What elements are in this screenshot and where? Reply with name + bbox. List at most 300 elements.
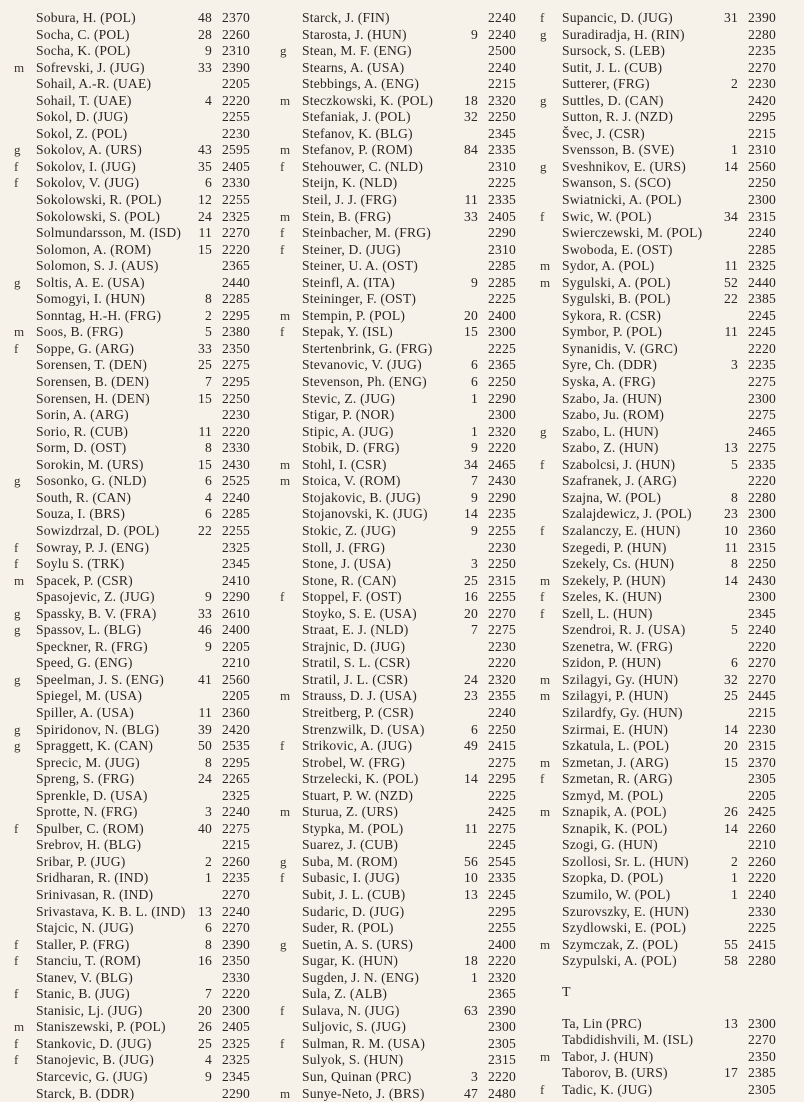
player-title: m [280, 473, 291, 489]
player-entry [540, 506, 776, 523]
elo-rating: 2300 [488, 407, 516, 423]
player-title: f [14, 556, 19, 572]
player-name: Sudaric, D. (JUG) [302, 903, 405, 919]
player-name: Sorio, R. (CUB) [36, 423, 129, 439]
elo-rating: 2220 [222, 423, 250, 439]
player-entry [280, 192, 516, 209]
player-name: Sokol, Z. (POL) [36, 125, 128, 141]
player-entry [540, 953, 776, 970]
player-entry [14, 1019, 250, 1036]
player-entry [540, 837, 776, 854]
games-count: 34 [464, 456, 478, 472]
elo-rating: 2350 [748, 1048, 776, 1064]
games-count: 14 [724, 158, 738, 174]
elo-rating: 2335 [748, 456, 776, 472]
elo-rating: 2255 [488, 920, 516, 936]
player-title: f [540, 208, 545, 224]
player-title: f [540, 10, 545, 25]
player-entry [14, 821, 250, 838]
games-count: 16 [464, 589, 478, 605]
player-name: Stempin, P. (POL) [302, 307, 406, 323]
player-entry [14, 540, 250, 557]
player-entry [14, 308, 250, 325]
games-count: 22 [198, 522, 212, 538]
player-entry [14, 1052, 250, 1069]
elo-rating: 2365 [488, 986, 516, 1002]
elo-rating: 2270 [488, 605, 516, 621]
player-title: f [14, 953, 19, 969]
elo-rating: 2220 [222, 986, 250, 1002]
games-count: 8 [205, 754, 212, 770]
player-entry [540, 870, 776, 887]
player-title: m [14, 572, 25, 588]
player-name: Sridharan, R. (IND) [36, 870, 149, 886]
player-entry [540, 308, 776, 325]
player-name: Sygulski, A. (POL) [562, 274, 671, 290]
player-name: Strikovic, A. (JUG) [302, 738, 413, 754]
player-entry [540, 142, 776, 159]
player-entry [280, 804, 516, 821]
player-title: f [14, 340, 19, 356]
games-count: 58 [724, 953, 738, 969]
player-name: Syska, A. (FRG) [562, 374, 656, 390]
elo-rating: 2240 [488, 704, 516, 720]
games-count: 39 [198, 721, 212, 737]
player-name: Stehouwer, C. (NLD) [302, 158, 424, 174]
player-name: Solomon, A. (ROM) [36, 241, 152, 257]
player-entry [14, 93, 250, 110]
games-count: 1 [471, 423, 478, 439]
player-name: Stanisic, Lj. (JUG) [36, 1002, 143, 1018]
player-entry [14, 937, 250, 954]
player-entry [280, 1019, 516, 1036]
player-name: Szmetan, J. (ARG) [562, 754, 669, 770]
games-count: 18 [464, 92, 478, 108]
elo-rating: 2275 [488, 754, 516, 770]
games-count: 13 [464, 886, 478, 902]
elo-rating: 2390 [222, 59, 250, 75]
player-title: g [14, 274, 21, 290]
elo-rating: 2215 [748, 125, 776, 141]
elo-rating: 2230 [222, 125, 250, 141]
elo-rating: 2535 [222, 738, 250, 754]
player-name: Szalajdewicz, J. (POL) [562, 506, 692, 522]
player-entry [540, 854, 776, 871]
player-title: g [280, 936, 287, 952]
player-name: Švec, J. (CSR) [562, 125, 645, 141]
player-entry [14, 655, 250, 672]
games-count: 3 [471, 1069, 478, 1084]
games-count: 40 [198, 820, 212, 836]
player-entry [14, 771, 250, 788]
elo-rating: 2260 [222, 26, 250, 42]
player-name: Souza, I. (BRS) [36, 506, 126, 522]
player-title: m [540, 936, 551, 952]
elo-rating: 2285 [748, 241, 776, 257]
player-entry [14, 606, 250, 623]
games-count: 11 [464, 820, 478, 836]
player-name: Stojakovic, B. (JUG) [302, 489, 421, 505]
elo-rating: 2345 [488, 125, 516, 141]
player-name: Speed, G. (ENG) [36, 655, 133, 671]
player-name: Sprecic, M. (JUG) [36, 754, 140, 770]
elo-rating: 2545 [488, 853, 516, 869]
player-name: Sribar, P. (JUG) [36, 853, 126, 869]
column-3 [540, 10, 776, 1098]
elo-rating: 2295 [488, 771, 516, 787]
player-entry [14, 887, 250, 904]
player-entry [14, 242, 250, 259]
player-entry [280, 771, 516, 788]
player-entry [280, 937, 516, 954]
elo-rating: 2250 [488, 721, 516, 737]
games-count: 10 [724, 522, 738, 538]
elo-rating: 2230 [748, 721, 776, 737]
elo-rating: 2310 [488, 241, 516, 257]
games-count: 84 [464, 142, 478, 158]
player-title: g [14, 721, 21, 737]
player-title: f [540, 456, 545, 472]
player-entry [14, 920, 250, 937]
games-count: 15 [464, 324, 478, 340]
games-count: 11 [198, 225, 212, 241]
player-entry [280, 506, 516, 523]
games-count: 14 [724, 721, 738, 737]
games-count: 55 [724, 936, 738, 952]
elo-rating: 2330 [222, 440, 250, 456]
player-name: Stankovic, D. (JUG) [36, 1035, 152, 1051]
elo-rating: 2290 [222, 1085, 250, 1101]
player-name: Stoica, V. (ROM) [302, 473, 401, 489]
elo-rating: 2245 [488, 886, 516, 902]
player-name: Szabo, Ja. (HUN) [562, 390, 662, 406]
player-name: Speckner, R. (FRG) [36, 638, 148, 654]
elo-rating: 2315 [748, 738, 776, 754]
player-entry [14, 109, 250, 126]
player-name: Sokolov, A. (URS) [36, 142, 142, 158]
player-name: Sulava, N. (JUG) [302, 1002, 400, 1018]
games-count: 14 [464, 506, 478, 522]
elo-rating: 2245 [488, 837, 516, 853]
player-entry [280, 556, 516, 573]
games-count: 1 [205, 870, 212, 886]
player-entry [280, 225, 516, 242]
elo-rating: 2335 [488, 870, 516, 886]
player-name: Stuart, P. W. (NZD) [302, 787, 414, 803]
games-count: 3 [731, 357, 738, 373]
player-name: Szypulski, A. (POL) [562, 953, 677, 969]
games-count: 2 [731, 76, 738, 92]
player-name: Sowray, P. J. (ENG) [36, 539, 150, 555]
player-name: Sokolowski, S. (POL) [36, 208, 161, 224]
player-entry [14, 76, 250, 93]
games-count: 34 [724, 208, 738, 224]
games-count: 7 [471, 473, 478, 489]
player-name: Steiner, U. A. (OST) [302, 258, 418, 274]
games-count: 12 [198, 192, 212, 208]
player-title: m [540, 258, 551, 274]
player-entry [14, 225, 250, 242]
elo-rating: 2390 [222, 936, 250, 952]
player-name: Stone, R. (CAN) [302, 572, 397, 588]
player-entry [280, 27, 516, 44]
games-count: 7 [471, 622, 478, 638]
elo-rating: 2430 [222, 456, 250, 472]
player-entry [540, 1016, 776, 1033]
elo-rating: 2220 [222, 92, 250, 108]
player-entry [540, 242, 776, 259]
player-name: Staller, P. (FRG) [36, 936, 130, 952]
player-name: Steininger, F. (OST) [302, 291, 417, 307]
games-count: 18 [464, 953, 478, 969]
player-name: Synanidis, V. (GRC) [562, 340, 678, 356]
player-name: Sugden, J. N. (ENG) [302, 969, 420, 985]
games-count: 33 [198, 605, 212, 621]
player-title: g [540, 92, 547, 108]
player-entry [540, 407, 776, 424]
player-entry [540, 755, 776, 772]
player-name: Steinfl, A. (ITA) [302, 274, 395, 290]
player-entry [14, 490, 250, 507]
games-count: 9 [471, 489, 478, 505]
games-count: 20 [464, 605, 478, 621]
player-name: Stefanov, K. (BLG) [302, 125, 413, 141]
player-name: Sobura, H. (POL) [36, 10, 136, 25]
player-name: Stoppel, F. (OST) [302, 589, 402, 605]
elo-rating: 2345 [748, 605, 776, 621]
elo-rating: 2235 [222, 870, 250, 886]
player-name: Stoll, J. (FRG) [302, 539, 386, 555]
elo-rating: 2260 [748, 853, 776, 869]
elo-rating: 2560 [222, 671, 250, 687]
player-title: m [280, 456, 291, 472]
player-entry [540, 60, 776, 77]
elo-rating: 2445 [748, 688, 776, 704]
player-name: Szirmai, E. (HUN) [562, 721, 669, 737]
elo-rating: 2390 [748, 10, 776, 25]
player-entry [14, 953, 250, 970]
elo-rating: 2215 [488, 76, 516, 92]
player-name: Stanciu, T. (ROM) [36, 953, 141, 969]
player-entry [540, 606, 776, 623]
games-count: 10 [464, 870, 478, 886]
elo-rating: 2280 [748, 953, 776, 969]
games-count: 8 [731, 489, 738, 505]
player-entry [280, 242, 516, 259]
games-count: 24 [198, 771, 212, 787]
player-name: Suradiradja, H. (RIN) [562, 26, 685, 42]
elo-rating: 2260 [222, 853, 250, 869]
player-title: f [540, 589, 545, 605]
player-entry [14, 622, 250, 639]
games-count: 8 [205, 291, 212, 307]
player-title: f [280, 158, 285, 174]
elo-rating: 2245 [748, 324, 776, 340]
elo-rating: 2325 [222, 1035, 250, 1051]
elo-rating: 2230 [222, 407, 250, 423]
player-entry [280, 159, 516, 176]
player-name: Spassky, B. V. (FRA) [36, 605, 157, 621]
elo-rating: 2270 [222, 225, 250, 241]
player-name: Spacek, P. (CSR) [36, 572, 133, 588]
player-name: Szell, L. (HUN) [562, 605, 653, 621]
elo-rating: 2295 [222, 307, 250, 323]
elo-rating: 2295 [488, 903, 516, 919]
player-name: Spiegel, M. (USA) [36, 688, 143, 704]
games-count: 46 [198, 622, 212, 638]
player-entry [540, 589, 776, 606]
elo-rating: 2285 [488, 274, 516, 290]
elo-rating: 2250 [222, 390, 250, 406]
player-name: Szymczak, Z. (POL) [562, 936, 679, 952]
elo-rating: 2260 [748, 820, 776, 836]
player-name: Solmundarsson, M. (ISD) [36, 225, 182, 241]
games-count: 11 [724, 539, 738, 555]
elo-rating: 2320 [488, 671, 516, 687]
player-entry [280, 43, 516, 60]
elo-rating: 2240 [222, 804, 250, 820]
player-entry [14, 639, 250, 656]
elo-rating: 2225 [488, 291, 516, 307]
games-count: 20 [198, 1002, 212, 1018]
player-entry [14, 870, 250, 887]
player-name: Suetin, A. S. (URS) [302, 936, 414, 952]
games-count: 33 [198, 340, 212, 356]
player-name: Swiatnicki, A. (POL) [562, 192, 682, 208]
games-count: 25 [464, 572, 478, 588]
elo-rating: 2325 [222, 1052, 250, 1068]
player-entry [280, 357, 516, 374]
elo-rating: 2290 [222, 589, 250, 605]
elo-rating: 2390 [488, 1002, 516, 1018]
player-entry [280, 490, 516, 507]
games-count: 4 [205, 489, 212, 505]
player-entry [280, 904, 516, 921]
player-entry [280, 275, 516, 292]
elo-rating: 2240 [748, 622, 776, 638]
player-entry [540, 920, 776, 937]
elo-rating: 2285 [222, 291, 250, 307]
player-name: Svensson, B. (SVE) [562, 142, 675, 158]
player-title: f [14, 158, 19, 174]
games-count: 22 [724, 291, 738, 307]
player-name: Straat, E. J. (NLD) [302, 622, 409, 638]
games-count: 50 [198, 738, 212, 754]
elo-rating: 2255 [222, 192, 250, 208]
player-entry [14, 589, 250, 606]
player-name: Szegedi, P. (HUN) [562, 539, 667, 555]
games-count: 26 [198, 1019, 212, 1035]
player-name: Szabo, Ju. (ROM) [562, 407, 665, 423]
elo-rating: 2250 [488, 556, 516, 572]
player-name: Strobel, W. (FRG) [302, 754, 406, 770]
player-name: Swic, W. (POL) [562, 208, 652, 224]
player-entry [280, 589, 516, 606]
player-name: Starosta, J. (HUN) [302, 26, 407, 42]
games-count: 14 [724, 572, 738, 588]
player-title: f [540, 522, 545, 538]
games-count: 56 [464, 853, 478, 869]
player-name: Szurovszky, E. (HUN) [562, 903, 689, 919]
player-title: f [14, 1035, 19, 1051]
player-name: Szabolcsi, J. (HUN) [562, 456, 676, 472]
elo-rating: 2275 [222, 820, 250, 836]
games-count: 6 [471, 721, 478, 737]
elo-rating: 2240 [222, 903, 250, 919]
elo-rating: 2240 [748, 886, 776, 902]
player-entry [280, 142, 516, 159]
elo-rating: 2315 [748, 208, 776, 224]
player-entry [540, 904, 776, 921]
player-entry [280, 854, 516, 871]
player-name: Szilagyi, P. (HUN) [562, 688, 669, 704]
player-title: m [540, 572, 551, 588]
player-entry [540, 556, 776, 573]
player-name: Stefanov, P. (ROM) [302, 142, 413, 158]
player-entry [14, 391, 250, 408]
player-name: Sydor, A. (POL) [562, 258, 655, 274]
elo-rating: 2300 [748, 589, 776, 605]
player-name: Stertenbrink, G. (FRG) [302, 340, 433, 356]
player-title: f [540, 1081, 545, 1097]
player-entry [280, 60, 516, 77]
player-entry [280, 672, 516, 689]
player-entry [540, 473, 776, 490]
games-count: 2 [731, 853, 738, 869]
player-entry [540, 490, 776, 507]
elo-rating: 2220 [488, 1069, 516, 1084]
player-entry [14, 970, 250, 987]
elo-rating: 2220 [488, 440, 516, 456]
games-count: 1 [731, 142, 738, 158]
games-count: 23 [464, 688, 478, 704]
elo-rating: 2240 [222, 489, 250, 505]
player-name: Strzelecki, K. (POL) [302, 771, 419, 787]
player-entry [14, 738, 250, 755]
games-count: 6 [205, 920, 212, 936]
player-name: Szilagyi, Gy. (HUN) [562, 671, 679, 687]
player-name: Stevenson, Ph. (ENG) [302, 374, 427, 390]
elo-rating: 2290 [488, 225, 516, 241]
games-count: 2 [205, 307, 212, 323]
games-count: 25 [198, 357, 212, 373]
elo-rating: 2280 [748, 489, 776, 505]
games-count: 52 [724, 274, 738, 290]
player-entry [14, 275, 250, 292]
player-entry [540, 391, 776, 408]
player-entry [14, 854, 250, 871]
elo-rating: 2305 [748, 1081, 776, 1097]
player-name: Sun, Quinan (PRC) [302, 1069, 412, 1084]
elo-rating: 2235 [748, 357, 776, 373]
player-entry [540, 424, 776, 441]
player-entry [280, 209, 516, 226]
elo-rating: 2300 [748, 506, 776, 522]
games-count: 11 [198, 704, 212, 720]
games-count: 6 [205, 473, 212, 489]
player-entry [280, 291, 516, 308]
player-name: Sznapik, K. (POL) [562, 820, 668, 836]
games-count: 9 [205, 43, 212, 59]
player-entry [280, 440, 516, 457]
games-count: 15 [198, 390, 212, 406]
games-count: 6 [731, 655, 738, 671]
elo-rating: 2225 [488, 340, 516, 356]
player-entry [14, 209, 250, 226]
elo-rating: 2465 [748, 423, 776, 439]
player-title: m [280, 688, 291, 704]
player-name: Sokolowski, R. (POL) [36, 192, 162, 208]
